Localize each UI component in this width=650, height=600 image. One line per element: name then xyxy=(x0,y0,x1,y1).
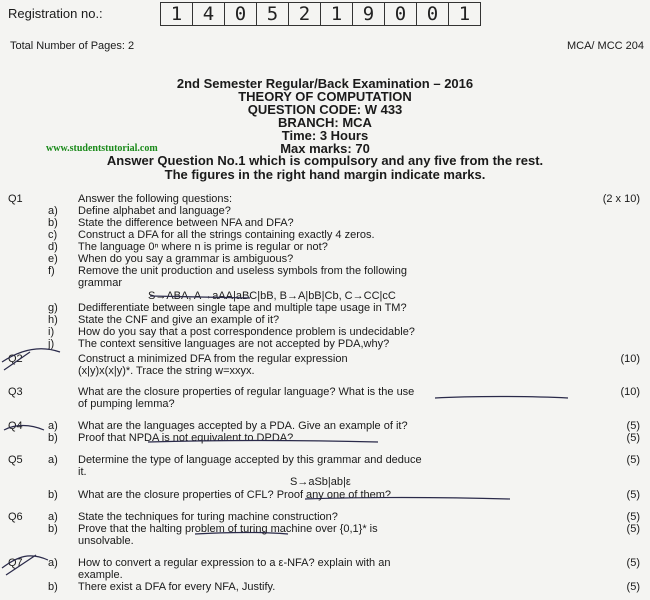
reg-digit: 0 xyxy=(416,2,449,26)
reg-digit: 1 xyxy=(160,2,193,26)
part-text: Prove that the halting problem of turing machine over {0,1}* is xyxy=(78,523,378,535)
registration-label: Registration no.: xyxy=(8,6,103,21)
part-text: The language 0ⁿ where n is prime is regular or not? xyxy=(78,241,328,253)
question-marks: (2 x 10) xyxy=(602,193,640,205)
part-label: e) xyxy=(48,253,58,265)
part-label: f) xyxy=(48,265,55,277)
question-intro: Answer the following questions: xyxy=(78,193,233,205)
question-number: Q6 xyxy=(8,511,23,523)
part-label: b) xyxy=(48,217,58,229)
question-marks: (10) xyxy=(620,386,640,398)
course-code: MCA/ MCC 204 xyxy=(566,40,644,52)
part-marks: (5) xyxy=(626,489,640,501)
part-text: Determine the type of language accepted by this grammar and deduce xyxy=(78,454,422,466)
reg-digit: 1 xyxy=(448,2,481,26)
reg-digit: 2 xyxy=(288,2,321,26)
instruction-2: The figures in the right hand margin indicate marks. xyxy=(164,167,486,182)
part-label: d) xyxy=(48,241,58,253)
part-text: How to convert a regular expression to a ε-NFA? explain with an xyxy=(78,557,391,569)
watermark: www.studentstutorial.com xyxy=(46,143,158,154)
part-text: There exist a DFA for every NFA, Justify. xyxy=(78,581,276,593)
question-text: Construct a minimized DFA from the regular expression xyxy=(78,353,348,365)
reg-digit: 5 xyxy=(256,2,289,26)
reg-digit: 1 xyxy=(320,2,353,26)
part-text: What are the languages accepted by a PDA. Give an example of it? xyxy=(78,420,408,432)
part-text: Construct a DFA for all the strings containing exactly 4 zeros. xyxy=(78,229,375,241)
part-text: State the difference between NFA and DFA? xyxy=(78,217,294,229)
part-marks: (5) xyxy=(626,557,640,569)
exam-time: Time: 3 Hours xyxy=(281,128,369,143)
part-marks: (5) xyxy=(626,523,640,535)
subject-title: THEORY OF COMPUTATION xyxy=(238,89,412,104)
branch: BRANCH: MCA xyxy=(278,115,372,130)
question-marks: (10) xyxy=(620,353,640,365)
question-code: QUESTION CODE: W 433 xyxy=(247,102,403,117)
part-text: Dedifferentiate between single tape and multiple tape usage in TM? xyxy=(78,302,407,314)
part-text: it. xyxy=(78,466,87,478)
part-label: j) xyxy=(48,338,55,350)
part-label: g) xyxy=(48,302,58,314)
part-text: example. xyxy=(78,569,123,581)
question-number: Q5 xyxy=(8,454,23,466)
part-label: a) xyxy=(48,511,58,523)
part-text: How do you say that a post correspondence problem is undecidable? xyxy=(78,326,415,338)
part-label: c) xyxy=(48,229,58,241)
reg-digit: 0 xyxy=(224,2,257,26)
part-text: State the CNF and give an example of it? xyxy=(78,314,280,326)
part-text: State the techniques for turing machine construction? xyxy=(78,511,338,523)
reg-digit: 0 xyxy=(384,2,417,26)
reg-digit: 4 xyxy=(192,2,225,26)
question-number: Q2 xyxy=(8,353,23,365)
part-label: i) xyxy=(48,326,55,338)
question-number: Q7 xyxy=(8,557,23,569)
question-number: Q1 xyxy=(8,193,23,205)
part-label: a) xyxy=(48,557,58,569)
question-text: What are the closure properties of regular language? What is the use xyxy=(78,386,415,398)
max-marks: Max marks: 70 xyxy=(280,141,370,156)
grammar-rule: S→aSb|ab|ε xyxy=(290,476,351,488)
part-marks: (5) xyxy=(626,454,640,466)
exam-title: 2nd Semester Regular/Back Examination – 2016 xyxy=(176,76,474,91)
part-marks: (5) xyxy=(626,432,640,444)
part-label: b) xyxy=(48,581,58,593)
part-text: The context sensitive languages are not accepted by PDA,why? xyxy=(78,338,390,350)
grammar-rule: S→ABA, A→aAA|aBC|bB, B→A|bB|Cb, C→CC|cC xyxy=(148,290,396,302)
part-label: b) xyxy=(48,489,58,501)
part-label: a) xyxy=(48,205,58,217)
question-number: Q4 xyxy=(8,420,23,432)
part-label: b) xyxy=(48,432,58,444)
instruction-1: Answer Question No.1 which is compulsory and any five from the rest. xyxy=(106,153,544,168)
part-label: a) xyxy=(48,454,58,466)
reg-digit: 9 xyxy=(352,2,385,26)
part-text: Define alphabet and language? xyxy=(78,205,231,217)
part-text: unsolvable. xyxy=(78,535,134,547)
part-text: Proof that NPDA is not equivalent to DPDA? xyxy=(78,432,294,444)
part-text: grammar xyxy=(78,277,123,289)
part-text: Remove the unit production and useless symbols from the following xyxy=(78,265,407,277)
question-text: of pumping lemma? xyxy=(78,398,175,410)
question-text: (x|y)x(x|y)*. Trace the string w=xxyx. xyxy=(78,365,255,377)
part-label: b) xyxy=(48,523,58,535)
part-marks: (5) xyxy=(626,511,640,523)
question-number: Q3 xyxy=(8,386,23,398)
part-text: What are the closure properties of CFL? Proof any one of them? xyxy=(78,489,392,501)
part-label: a) xyxy=(48,420,58,432)
part-marks: (5) xyxy=(626,581,640,593)
part-text: When do you say a grammar is ambiguous? xyxy=(78,253,294,265)
part-marks: (5) xyxy=(626,420,640,432)
part-label: h) xyxy=(48,314,58,326)
total-pages: Total Number of Pages: 2 xyxy=(10,40,135,52)
